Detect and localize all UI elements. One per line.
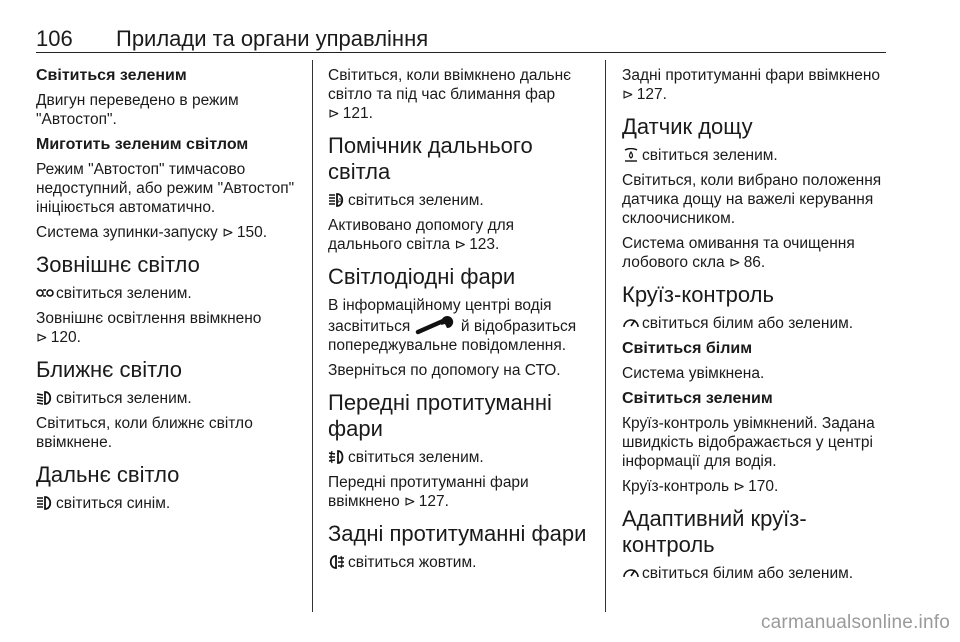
rear-fog-light-icon [328,555,346,569]
page-title: Прилади та органи управління [116,26,429,51]
xref-arrow-icon: ⊳ [36,329,48,345]
section-heading: Адаптивний круїз-контроль [622,506,807,557]
paragraph: світиться білим або зеленим. [622,314,888,333]
page-ref[interactable]: 127. [636,86,667,103]
paragraph: Задні протитуманні фари ввімкнено ⊳ 127. [622,67,881,103]
paragraph: Активовано допомогу для дальнього світла ⊳ 123. [328,217,515,253]
paragraph: Двигун переведено в режим "Автостоп". [36,92,239,128]
section-heading: Датчик дощу [622,114,753,139]
page-ref[interactable]: 170. [748,478,779,495]
exterior-light-icon [36,286,54,300]
paragraph: Зовнішнє освітлення ввімкнено ⊳ 120. [36,310,262,346]
wrench-icon [415,315,457,335]
paragraph: Режим "Автостоп" тимчасово недоступний, або режим "Автостоп" ініціюється автоматично. [36,161,295,216]
xref-arrow-icon: ⊳ [454,236,467,252]
section-heading: Ближнє світло [36,357,183,382]
page-ref[interactable]: 123. [469,236,500,253]
paragraph: В інформаційному центрі водія засвітиться й відобразиться попереджувальне повідомлення. [328,297,577,354]
high-beam-icon [36,496,54,510]
paragraph: Світиться, коли ближнє світло ввімкнене. [36,415,253,451]
paragraph: світиться жовтим. [328,553,590,572]
xref-arrow-icon: ⊳ [728,254,741,270]
paragraph: A світиться зеленим. [328,191,590,210]
page-ref[interactable]: 127. [418,493,449,510]
watermark: carmanualsonline.info [760,612,950,633]
page-ref[interactable]: 86. [743,254,766,271]
low-beam-icon [36,391,54,405]
paragraph: Система зупинки-запуску ⊳ 150. [36,224,267,241]
paragraph: Система омивання та очищення лобового скла ⊳ 86. [622,235,855,271]
page-ref[interactable]: 150. [236,224,267,241]
section-heading: Передні протитуманні фари [328,390,552,441]
adaptive-cruise-control-icon [622,566,640,580]
section-heading: Дальнє світло [36,462,180,487]
paragraph: світиться зеленим. [36,389,298,408]
column-divider [605,60,606,612]
section-heading: Світлодіодні фари [328,264,516,289]
cruise-control-icon [622,316,640,330]
subsection-heading: Світиться білим [622,340,753,357]
paragraph: Передні протитуманні фари ввімкнено ⊳ 127. [328,474,529,510]
section-heading: Світиться зеленим [36,67,187,84]
xref-arrow-icon: ⊳ [404,493,416,509]
section-heading: Задні протитуманні фари [328,521,587,546]
paragraph: світиться білим або зеленим. [622,564,888,583]
subsection-heading: Світиться зеленим [622,390,773,407]
page-header [36,26,886,53]
page-ref[interactable]: 120. [50,329,81,346]
column-1 [36,60,298,614]
paragraph: світиться синім. [36,494,298,513]
column-2 [328,60,590,614]
paragraph: Система увімкнена. [622,365,765,382]
section-heading: Круїз-контроль [622,282,774,307]
paragraph: світиться зеленим. [328,448,590,467]
paragraph: світиться зеленим. [36,284,298,303]
paragraph: Зверніться по допомогу на СТО. [328,362,561,379]
section-heading: Помічник дальнього світла [328,133,533,184]
svg-text:A: A [337,197,343,205]
page-ref[interactable]: 121. [342,105,373,122]
paragraph: світиться зеленим. [622,146,888,165]
high-beam-assist-icon [328,193,346,207]
paragraph: Круїз-контроль увімкнений. Задана швидкість відображається у центрі інформації для водія. [622,415,875,470]
xref-arrow-icon: ⊳ [328,105,340,121]
xref-arrow-icon: ⊳ [622,86,634,102]
xref-arrow-icon: ⊳ [222,224,234,240]
paragraph: Світиться, коли ввімкнено дальнє світло та під час блимання фар ⊳ 121. [328,67,572,122]
section-heading: Миготить зеленим світлом [36,136,249,153]
paragraph: Круїз-контроль ⊳ 170. [622,478,779,495]
front-fog-light-icon [328,450,346,464]
page-number: 106 [36,26,73,51]
xref-arrow-icon: ⊳ [733,478,746,494]
rain-sensor-icon [622,148,640,162]
column-divider [312,60,313,612]
paragraph: Світиться, коли вибрано положення датчика дощу на важелі керування склоочисником. [622,172,882,227]
section-heading: Зовнішнє світло [36,252,200,277]
column-3 [622,60,888,614]
